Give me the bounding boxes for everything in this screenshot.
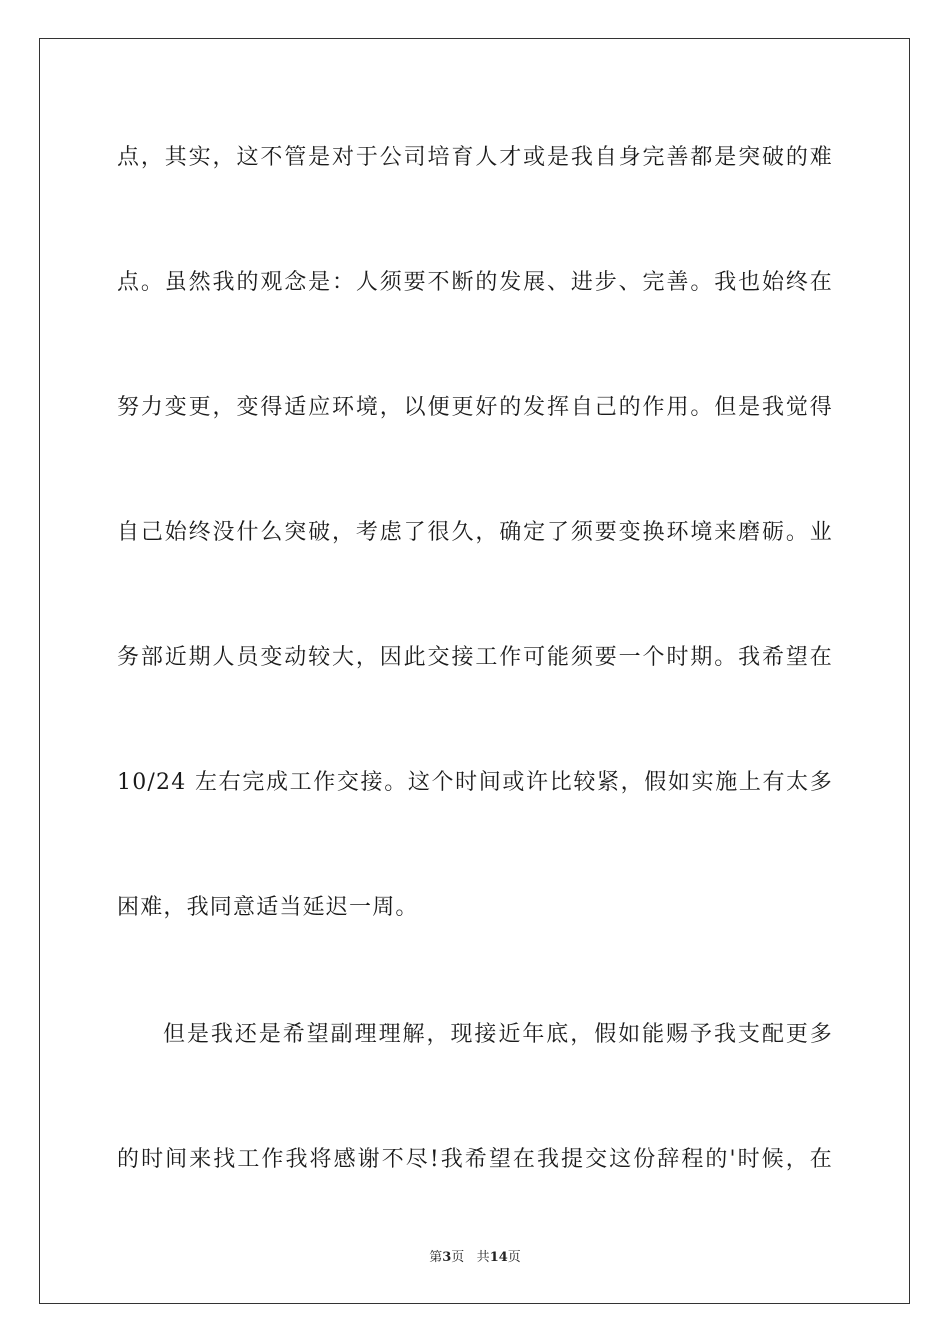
total-suffix: 页	[507, 1250, 521, 1265]
text-line: 务部近期人员变动较大，因此交接工作可能须要一个时期。我希望在	[117, 645, 833, 670]
page-prefix: 第	[429, 1250, 443, 1265]
text-line: 点，其实，这不管是对于公司培育人才或是我自身完善都是突破的难	[117, 145, 833, 170]
total-pages-number: 14	[489, 1250, 508, 1265]
text-line: 10/24 左右完成工作交接。这个时间或许比较紧，假如实施上有太多	[117, 770, 833, 795]
text-line: 努力变更，变得适应环境，以便更好的发挥自己的作用。但是我觉得	[117, 395, 833, 420]
text-line: 自己始终没什么突破，考虑了很久，确定了须要变换环境来磨砺。业	[117, 520, 833, 545]
text-line: 点。虽然我的观念是：人须要不断的发展、进步、完善。我也始终在	[117, 270, 833, 295]
text-line: 的时间来找工作我将感谢不尽!我希望在我提交这份辞程的'时候，在	[117, 1147, 833, 1172]
page-footer	[0, 1246, 950, 1265]
document-body	[117, 136, 833, 1263]
total-prefix: 共	[476, 1250, 490, 1265]
page-suffix: 页	[451, 1250, 465, 1265]
paragraph-first-line: 但是我还是希望副理理解，现接近年底，假如能赐予我支配更多	[163, 1022, 833, 1047]
text-line: 困难，我同意适当延迟一周。	[117, 895, 419, 920]
current-page-number: 3	[442, 1250, 452, 1265]
